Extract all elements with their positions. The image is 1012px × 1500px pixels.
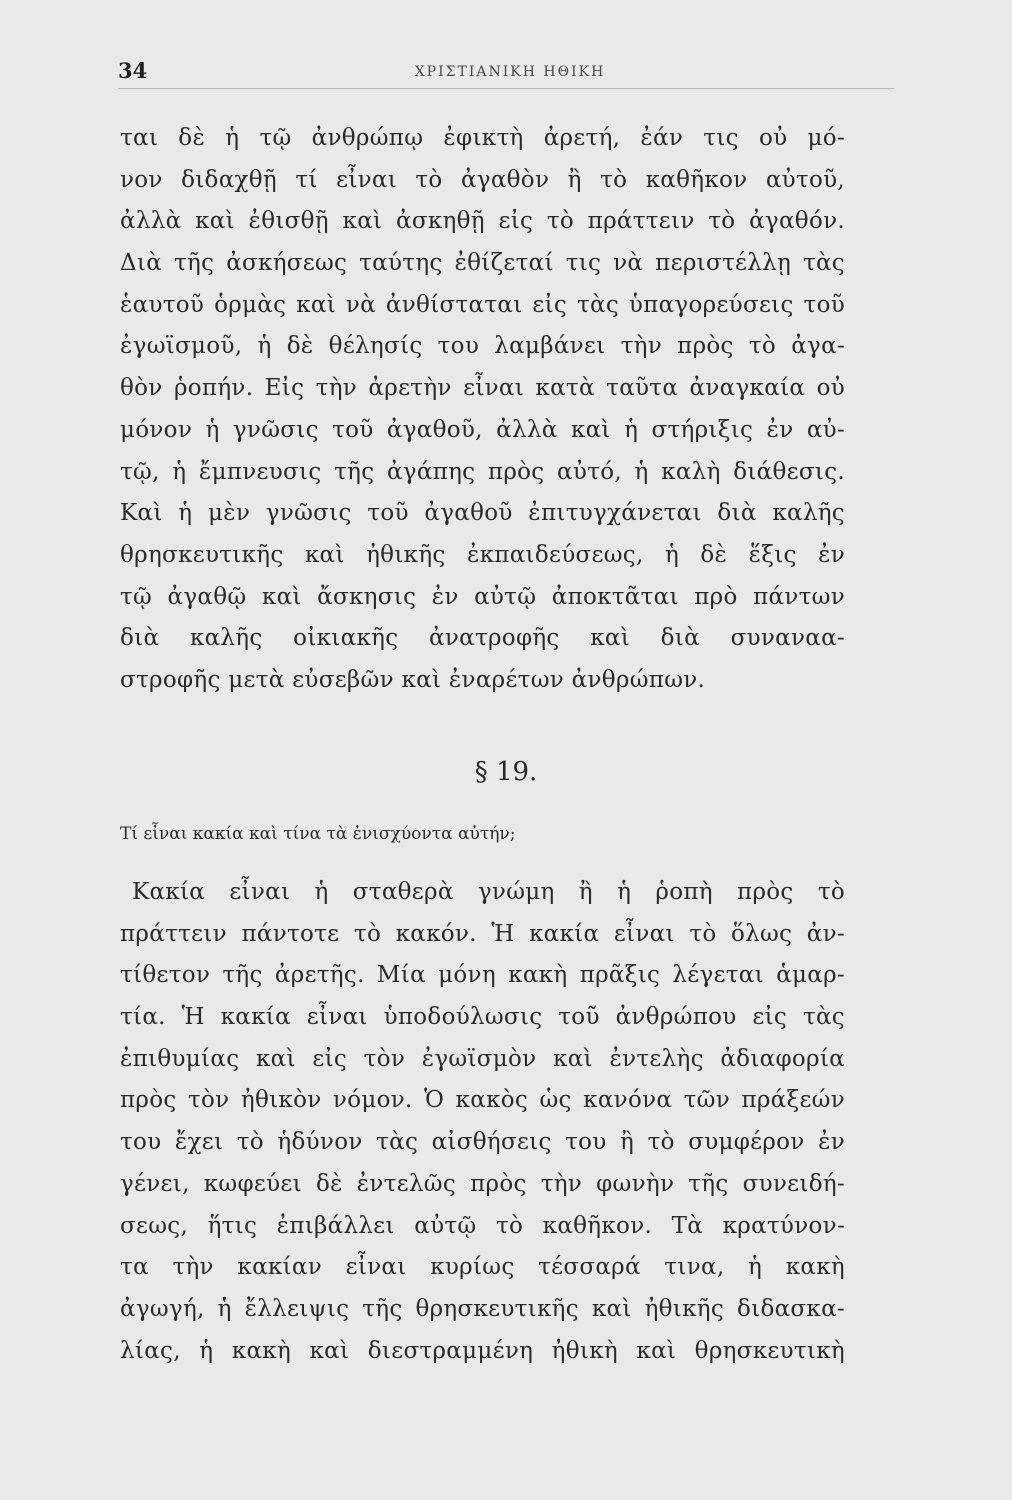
text-line: πρὸς τὸν ἠθικὸν νόμον. Ὁ κακὸς ὡς κανόνα τῶν πράξεών [120,1087,845,1114]
text-line: ἀγωγή, ἡ ἔλλειψις τῆς θρησκευτικῆς καὶ ἠθικῆς διδασκα- [120,1295,845,1322]
section-heading: § 19. [474,757,538,787]
text-line: Διὰ τῆς ἀσκήσεως ταύτης ἐθίζεταί τις νὰ περιστέλλῃ τὰς [120,250,845,277]
section-question: Τί εἶναι κακία καὶ τίνα τὰ ἐνισχύοντα αὐτήν; [120,824,516,844]
text-line: στροφῆς μετὰ εὐσεβῶν καὶ ἐναρέτων ἀνθρώπων. [120,666,706,693]
text-line: ἑαυτοῦ ὁρμὰς καὶ νὰ ἀνθίσταται εἰς τὰς ὑπαγορεύσεις τοῦ [120,291,845,318]
running-head [118,58,902,88]
text-line: τίθετον τῆς ἀρετῆς. Μία μόνη κακὴ πρᾶξις λέγεται ἁμαρ- [120,962,845,989]
text-line: τα τὴν κακίαν εἶναι κυρίως τέσσαρά τινα, ἡ κακὴ [120,1254,845,1281]
text-line: Κακία εἶναι ἡ σταθερὰ γνώμη ἢ ἡ ῥοπὴ πρὸς τὸ [132,879,845,905]
text-line: ται δὲ ἡ τῷ ἀνθρώπῳ ἐφικτὴ ἀρετή, ἐάν τις οὐ μό- [120,125,845,151]
header-rule [118,88,894,89]
paragraph-1 [120,118,845,702]
text-line: ἐπιθυμίας καὶ εἰς τὸν ἐγωϊσμὸν καὶ ἐντελὴς ἀδιαφορία [120,1045,845,1072]
text-line: ἀλλὰ καὶ ἐθισθῇ καὶ ἀσκηθῇ εἰς τὸ πράττειν τὸ ἀγαθόν. [120,208,845,235]
text-line: νον διδαχθῇ τί εἶναι τὸ ἀγαθὸν ἢ τὸ καθῆκον αὐτοῦ, [120,166,845,193]
text-line: τία. Ἡ κακία εἶναι ὑποδούλωσις τοῦ ἀνθρώπου εἰς τὰς [120,1004,845,1031]
text-line: σεως, ἥτις ἐπιβάλλει αὐτῷ τὸ καθῆκον. Τὰ κρατύνον- [120,1212,845,1239]
text-line: μόνον ἡ γνῶσις τοῦ ἀγαθοῦ, ἀλλὰ καὶ ἡ στήριξις ἐν αὐ- [120,416,845,443]
text-line: θὸν ῥοπήν. Εἰς τὴν ἀρετὴν εἶναι κατὰ ταῦτα ἀναγκαία οὐ [120,375,845,402]
running-title: ΧΡΙΣΤΙΑΝΙΚΗ ΗΘΙΚΗ [414,64,606,80]
text-line: λίας, ἡ κακὴ καὶ διεστραμμένη ἠθικὴ καὶ θρησκευτικὴ [120,1337,845,1364]
text-line: διὰ καλῆς οἰκιακῆς ἀνατροφῆς καὶ διὰ συναναα- [120,625,845,652]
text-line: θρησκευτικῆς καὶ ἠθικῆς ἐκπαιδεύσεως, ἡ δὲ ἕξις ἐν [120,541,845,568]
text-line: τῷ ἀγαθῷ καὶ ἄσκησις ἐν αὐτῷ ἀποκτᾶται πρὸ πάντων [120,583,845,610]
text-line: τῷ, ἡ ἔμπνευσις τῆς ἀγάπης πρὸς αὐτό, ἡ καλὴ διάθεσις. [120,458,845,485]
text-line: Καὶ ἡ μὲν γνῶσις τοῦ ἀγαθοῦ ἐπιτυγχάνεται διὰ καλῆς [120,500,845,527]
paragraph-2 [120,872,845,1372]
text-line: γένει, κωφεύει δὲ ἐντελῶς πρὸς τὴν φωνὴν τῆς συνειδή- [120,1170,845,1197]
text-line: του ἔχει τὸ ἡδύνον τὰς αἰσθήσεις του ἢ τὸ συμφέρον ἐν [120,1129,845,1156]
text-line: πράττειν πάντοτε τὸ κακόν. Ἡ κακία εἶναι τὸ ὅλως ἀν- [120,920,845,947]
page-number: 34 [118,58,148,83]
text-line: ἐγωϊσμοῦ, ἡ δὲ θέλησίς του λαμβάνει τὴν πρὸς τὸ ἀγα- [120,333,845,360]
